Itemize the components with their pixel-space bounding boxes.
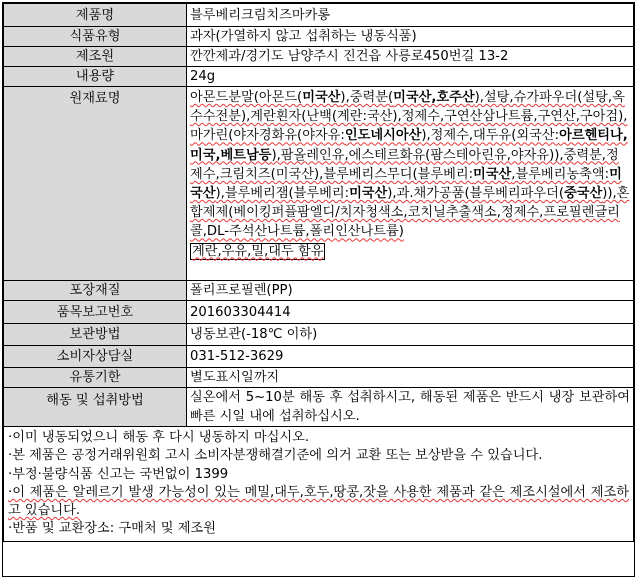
ingredient-origin: 미국산 xyxy=(473,166,512,182)
ingredient-origin: 미국산 xyxy=(190,166,622,202)
report-no-label: 품목보고번호 xyxy=(4,301,187,324)
ingredient-origin: 미국산,호주산 xyxy=(393,90,475,105)
label-sheet xyxy=(2,2,635,577)
expiry-value: 별도표시일까지 xyxy=(187,368,634,388)
note-report: ·부정·불량식품 신고는 국번없이 1399 xyxy=(8,466,229,482)
thaw-value: 실온에서 5~10분 해동 후 섭취하시고, 해동된 제품은 반드시 냉장 보관하여 빠른 시일 내에 섭취하십시오. xyxy=(187,388,634,427)
packaging-label: 포장재질 xyxy=(4,281,187,301)
ingredient-text: ),블루베리잼(블루베리: xyxy=(215,186,350,202)
row-packaging xyxy=(4,281,634,301)
row-report-no xyxy=(4,301,634,324)
row-food-type xyxy=(4,27,634,47)
ingredient-origin: 중국산 xyxy=(563,186,603,202)
ingredient-text: ),중력분( xyxy=(340,90,394,105)
row-thaw xyxy=(4,388,634,427)
food-type-label: 식품유형 xyxy=(4,27,187,47)
ingredient-text: )),혼합제제(베이킹퍼플팜엘디/치자청색소,코치닐추출색소,정제수,프로필렌글리콜,DL-주석산나트륨,폴리인산나트륨) xyxy=(190,186,630,240)
content-label: 내용량 xyxy=(4,67,187,87)
thaw-label: 해동 및 섭취방법 xyxy=(4,388,187,427)
row-expiry xyxy=(4,368,634,388)
ingredient-text: ),과.채가공품(블루베리파우더( xyxy=(387,186,564,202)
product-info-table xyxy=(3,3,634,542)
consumer-office-value: 031-512-3629 xyxy=(187,346,634,368)
ingredient-origin: 인도네시아산 xyxy=(344,128,422,144)
row-consumer-office xyxy=(4,346,634,368)
ingredient-text: ),팜올레인유,에스테르화유(팜스테아린유,야자유)),중력분,정제수,크림치즈(미국산),블루베리스무디(블루베리: xyxy=(190,147,619,182)
storage-label: 보관방법 xyxy=(4,324,187,346)
row-product-name xyxy=(4,4,634,27)
note-refreeze: ·이미 냉동되었으니 해동 후 다시 냉동하지 마십시오. xyxy=(8,430,310,445)
ingredients-text xyxy=(190,87,630,262)
note-return-place: ·반품 및 교환장소: 구매처 및 제조원 xyxy=(8,521,216,537)
row-ingredients xyxy=(4,87,634,281)
manufacturer-value: 깐깐제과/경기도 남양주시 진건읍 사릉로450번길 13-2 xyxy=(187,47,634,67)
ingredient-text: ,블루베리농축액: xyxy=(511,166,610,182)
report-no-value: 201603304414 xyxy=(187,301,634,324)
ingredient-text: 아몬드분말(아몬드( xyxy=(190,90,303,105)
ingredient-origin: 아르헨티나,미국,베트남등 xyxy=(190,128,628,163)
storage-value: 냉동보관(-18℃ 이하) xyxy=(187,324,634,346)
ingredient-text: ),설탕,슈가파우더(설탕,옥수수전분),계란흰자(난백(계란:국산),정제수,구연산삼나트륨,구연산,구아검),마가린(야자경화유(야자유: xyxy=(190,90,628,144)
packaging-value: 폴리프로필렌(PP) xyxy=(187,281,634,301)
product-name-value: 블루베리크림치즈마카롱 xyxy=(187,4,634,27)
note-compensation: ·본 제품은 공정거래위원회 고시 소비자분쟁해결기준에 의거 교환 또는 보상받을 수 있습니다. xyxy=(8,448,543,464)
ingredient-origin: 미국산 xyxy=(349,186,388,202)
notes-cell xyxy=(4,427,634,542)
allergen-box: 계란,우유,밀,대두 함유 xyxy=(192,243,324,259)
content-value: 24g xyxy=(187,67,634,87)
note-allergy: ·이 제품은 알레르기 발생 가능성이 있는 메밀,대두,호두,땅콩,잣을 사용한 제품과 같은 제조시설에서 제조하고 있습니다. xyxy=(8,484,629,519)
row-notes xyxy=(4,427,634,542)
food-type-value: 과자(가열하지 않고 섭취하는 냉동식품) xyxy=(187,27,634,47)
ingredient-text: ),정제수,대두유(외국산: xyxy=(421,128,560,144)
manufacturer-label: 제조원 xyxy=(4,47,187,67)
product-name-label: 제품명 xyxy=(4,4,187,27)
expiry-label: 유통기한 xyxy=(4,368,187,388)
consumer-office-label: 소비자상담실 xyxy=(4,346,187,368)
row-storage xyxy=(4,324,634,346)
ingredient-origin: 미국산 xyxy=(302,90,341,105)
ingredients-label: 원재료명 xyxy=(4,87,187,281)
row-content xyxy=(4,67,634,87)
row-manufacturer xyxy=(4,47,634,67)
ingredients-cell xyxy=(187,87,634,281)
